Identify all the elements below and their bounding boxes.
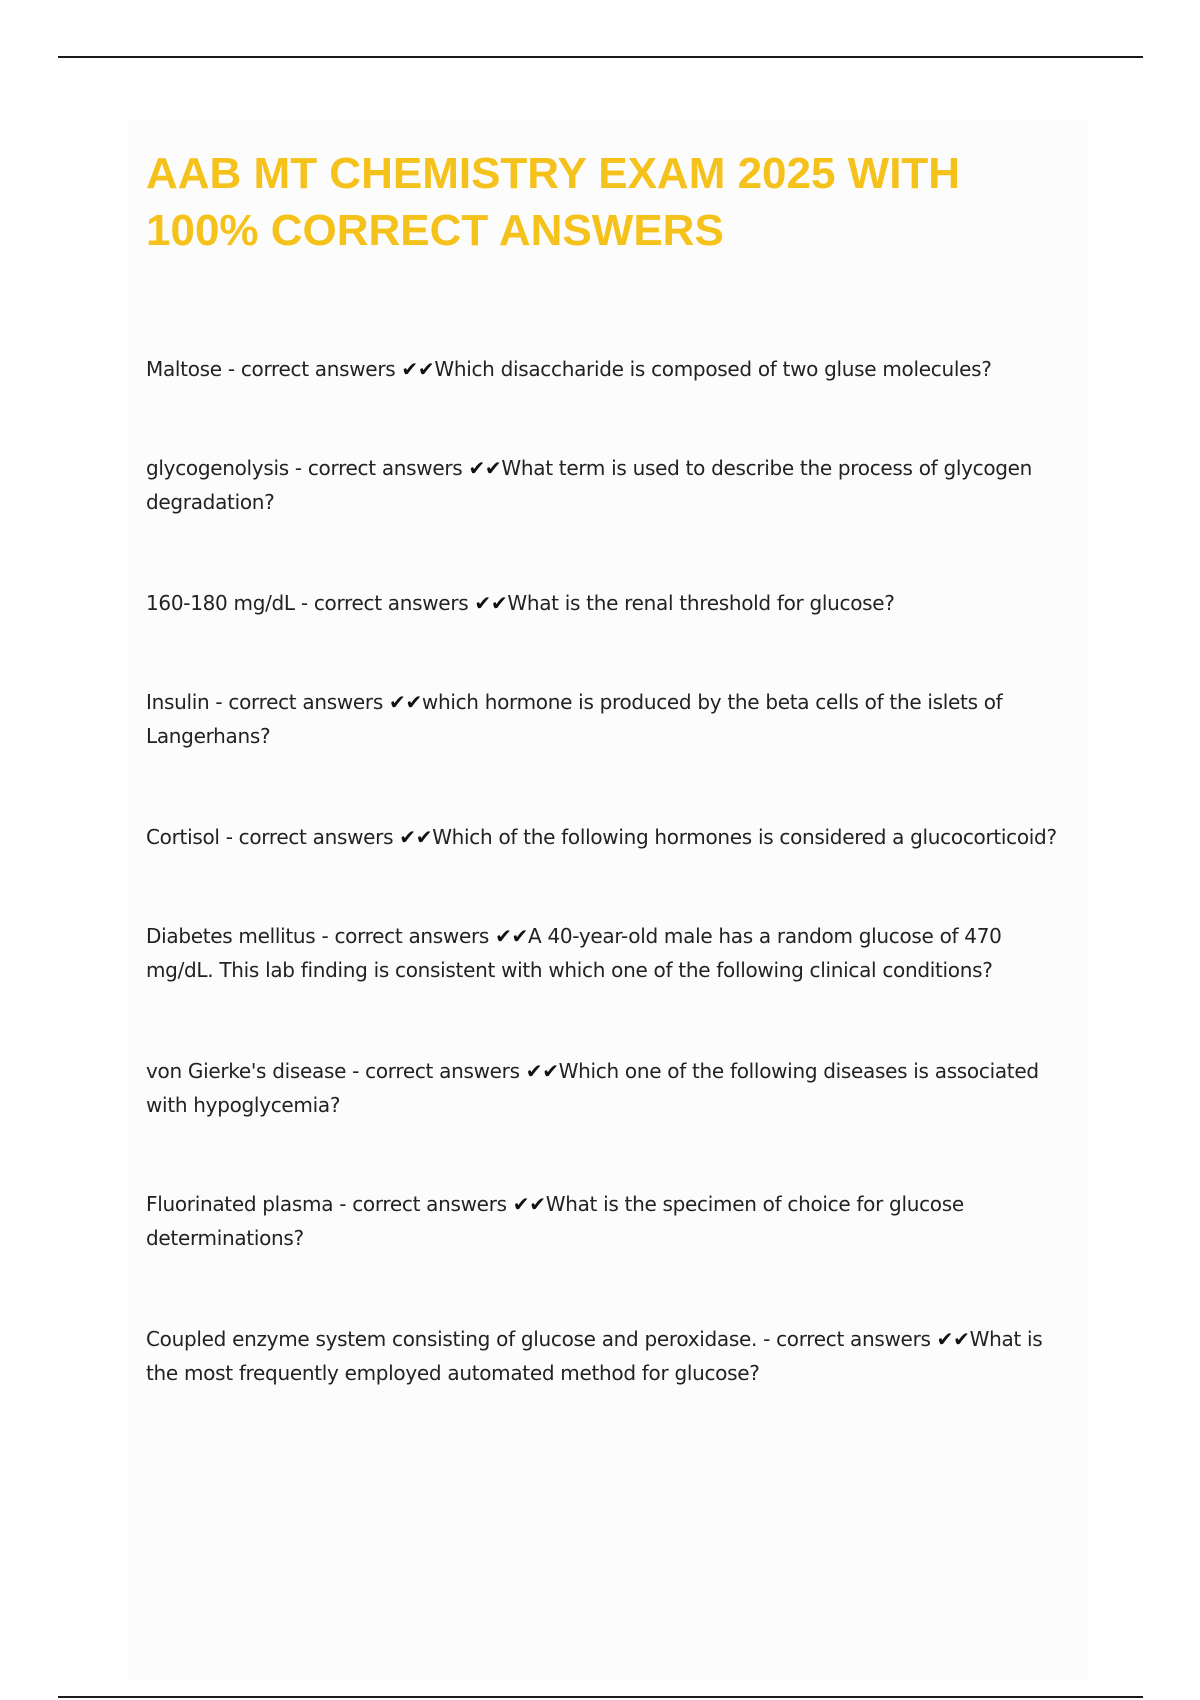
double-check-icon: ✔✔ xyxy=(389,690,422,714)
double-check-icon: ✔✔ xyxy=(936,1327,970,1351)
separator-text: - correct answers xyxy=(221,357,402,381)
bottom-rule xyxy=(58,1696,1143,1698)
qa-item xyxy=(146,451,1071,519)
qa-item xyxy=(146,1187,1071,1255)
separator-text: - correct answers xyxy=(294,591,475,615)
separator-text: - correct answers xyxy=(288,456,469,480)
question-text: Which disaccharide is composed of two gluse molecules? xyxy=(434,357,992,381)
question-text: Which one of the following diseases is associated with hypoglycemia? xyxy=(146,1059,1039,1117)
answer-text: Fluorinated plasma xyxy=(146,1192,334,1216)
document-title: AAB MT CHEMISTRY EXAM 2025 WITH 100% CORRECT ANSWERS xyxy=(146,149,961,255)
separator-text: - correct answers xyxy=(219,825,400,849)
answer-text: von Gierke's disease xyxy=(146,1059,347,1083)
separator-text: - correct answers xyxy=(333,1192,513,1216)
qa-item xyxy=(146,586,1071,620)
top-rule xyxy=(58,56,1143,58)
double-check-icon: ✔✔ xyxy=(512,1192,546,1216)
separator-text: - correct answers xyxy=(315,924,496,948)
qa-item xyxy=(146,352,1071,386)
answer-text: 160-180 mg/dL xyxy=(146,591,295,615)
question-text: What is the most frequently employed automated method for glucose? xyxy=(146,1327,1043,1385)
separator-text: - correct answers xyxy=(209,690,389,714)
qa-item xyxy=(146,919,1071,987)
question-text: What term is used to describe the process of glycogen degradation? xyxy=(146,456,1033,514)
answer-text: Maltose xyxy=(146,357,222,381)
double-check-icon: ✔✔ xyxy=(474,591,508,615)
question-text: A 40-year-old male has a random glucose of 470 mg/dL. This lab finding is consistent with which one of the following clinical conditions? xyxy=(146,924,1002,982)
double-check-icon: ✔✔ xyxy=(468,456,502,480)
answer-text: Diabetes mellitus xyxy=(146,924,316,948)
answer-text: Coupled enzyme system consisting of glucose and peroxidase. xyxy=(146,1327,758,1351)
double-check-icon: ✔✔ xyxy=(495,924,528,948)
qa-item xyxy=(146,1322,1071,1390)
qa-item xyxy=(146,820,1071,854)
page-content xyxy=(128,120,1088,1680)
double-check-icon: ✔✔ xyxy=(399,825,433,849)
qa-item xyxy=(146,685,1071,753)
qa-item xyxy=(146,1054,1071,1122)
question-text: What is the renal threshold for glucose? xyxy=(507,591,895,615)
separator-text: - correct answers xyxy=(757,1327,937,1351)
double-check-icon: ✔✔ xyxy=(401,357,435,381)
answer-text: glycogenolysis xyxy=(146,456,289,480)
double-check-icon: ✔✔ xyxy=(525,1059,559,1083)
answer-text: Cortisol xyxy=(146,825,220,849)
answer-text: Insulin xyxy=(146,690,210,714)
question-text: which hormone is produced by the beta cells of the islets of Langerhans? xyxy=(146,690,1003,748)
separator-text: - correct answers xyxy=(346,1059,526,1083)
question-text: Which of the following hormones is considered a glucocorticoid? xyxy=(432,825,1057,849)
question-text: What is the specimen of choice for glucose determinations? xyxy=(146,1192,964,1250)
